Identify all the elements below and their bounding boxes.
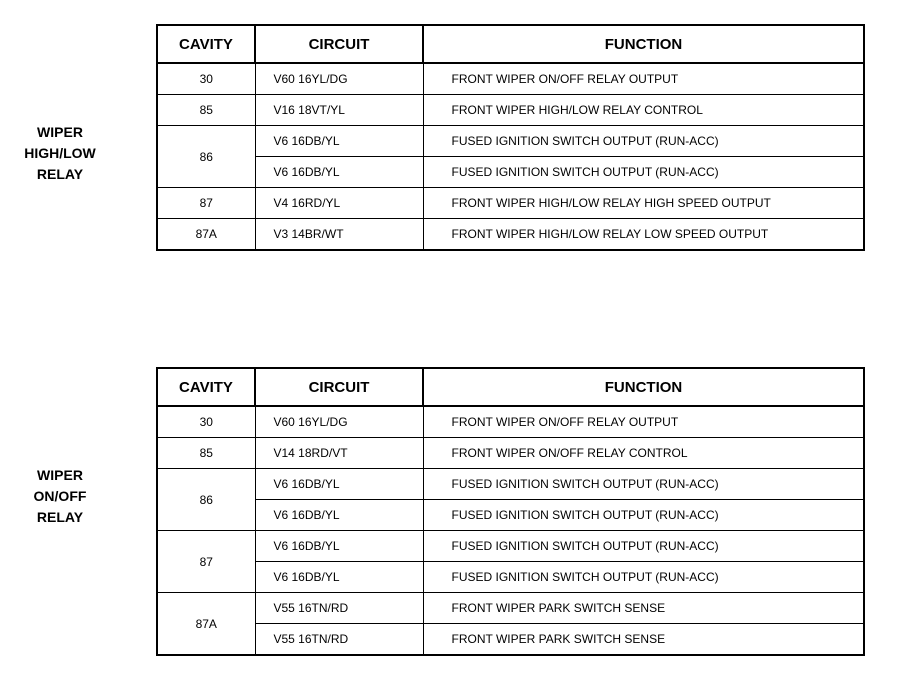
circuit-cell: V60 16YL/DG — [255, 63, 423, 95]
table-row — [157, 63, 864, 95]
function-cell: FRONT WIPER ON/OFF RELAY OUTPUT — [423, 406, 864, 438]
table-row — [157, 219, 864, 251]
relay-label-line: RELAY — [36, 166, 84, 182]
table-row — [157, 469, 864, 500]
circuit-cell: V6 16DB/YL — [255, 531, 423, 562]
table-row — [157, 126, 864, 157]
function-cell: FUSED IGNITION SWITCH OUTPUT (RUN-ACC) — [423, 500, 864, 531]
cavity-cell: 87A — [157, 593, 255, 656]
table-row — [157, 157, 864, 188]
circuit-cell: V6 16DB/YL — [255, 469, 423, 500]
relay-label-on-off — [12, 465, 108, 528]
relay-label-line: HIGH/LOW — [24, 145, 96, 161]
function-cell: FRONT WIPER PARK SWITCH SENSE — [423, 624, 864, 656]
table-row — [157, 438, 864, 469]
header-cavity: CAVITY — [157, 368, 255, 406]
cavity-cell: 87 — [157, 531, 255, 593]
header-row — [157, 368, 864, 406]
function-cell: FRONT WIPER PARK SWITCH SENSE — [423, 593, 864, 624]
high-low-relay-table — [156, 24, 865, 251]
table-row — [157, 95, 864, 126]
header-circuit: CIRCUIT — [255, 368, 423, 406]
circuit-cell: V6 16DB/YL — [255, 562, 423, 593]
relay-label-line: WIPER — [37, 124, 83, 140]
header-function: FUNCTION — [423, 25, 864, 63]
circuit-cell: V16 18VT/YL — [255, 95, 423, 126]
function-cell: FUSED IGNITION SWITCH OUTPUT (RUN-ACC) — [423, 126, 864, 157]
function-cell: FUSED IGNITION SWITCH OUTPUT (RUN-ACC) — [423, 531, 864, 562]
table-row — [157, 500, 864, 531]
cavity-cell: 85 — [157, 95, 255, 126]
cavity-cell: 85 — [157, 438, 255, 469]
table-row — [157, 562, 864, 593]
circuit-cell: V55 16TN/RD — [255, 593, 423, 624]
relay-label-line: RELAY — [36, 509, 84, 525]
relay-label-high-low — [12, 122, 108, 185]
table-row — [157, 188, 864, 219]
header-circuit: CIRCUIT — [255, 25, 423, 63]
circuit-cell: V6 16DB/YL — [255, 500, 423, 531]
relay-label-line: WIPER — [37, 467, 83, 483]
cavity-cell: 30 — [157, 63, 255, 95]
function-cell: FRONT WIPER HIGH/LOW RELAY HIGH SPEED OUTPUT — [423, 188, 864, 219]
header-cavity: CAVITY — [157, 25, 255, 63]
function-cell: FRONT WIPER HIGH/LOW RELAY CONTROL — [423, 95, 864, 126]
circuit-cell: V3 14BR/WT — [255, 219, 423, 251]
header-function: FUNCTION — [423, 368, 864, 406]
table-row — [157, 593, 864, 624]
cavity-cell: 87A — [157, 219, 255, 251]
circuit-cell: V60 16YL/DG — [255, 406, 423, 438]
circuit-cell: V6 16DB/YL — [255, 126, 423, 157]
header-row — [157, 25, 864, 63]
function-cell: FRONT WIPER HIGH/LOW RELAY LOW SPEED OUTPUT — [423, 219, 864, 251]
circuit-cell: V4 16RD/YL — [255, 188, 423, 219]
function-cell: FUSED IGNITION SWITCH OUTPUT (RUN-ACC) — [423, 469, 864, 500]
relay-label-line: ON/OFF — [33, 488, 87, 504]
cavity-cell: 87 — [157, 188, 255, 219]
table-row — [157, 531, 864, 562]
circuit-cell: V14 18RD/VT — [255, 438, 423, 469]
function-cell: FUSED IGNITION SWITCH OUTPUT (RUN-ACC) — [423, 562, 864, 593]
cavity-cell: 86 — [157, 126, 255, 188]
cavity-cell: 86 — [157, 469, 255, 531]
table-row — [157, 406, 864, 438]
table-row — [157, 624, 864, 656]
circuit-cell: V55 16TN/RD — [255, 624, 423, 656]
function-cell: FUSED IGNITION SWITCH OUTPUT (RUN-ACC) — [423, 157, 864, 188]
function-cell: FRONT WIPER ON/OFF RELAY OUTPUT — [423, 63, 864, 95]
cavity-cell: 30 — [157, 406, 255, 438]
circuit-cell: V6 16DB/YL — [255, 157, 423, 188]
function-cell: FRONT WIPER ON/OFF RELAY CONTROL — [423, 438, 864, 469]
on-off-relay-table — [156, 367, 865, 656]
